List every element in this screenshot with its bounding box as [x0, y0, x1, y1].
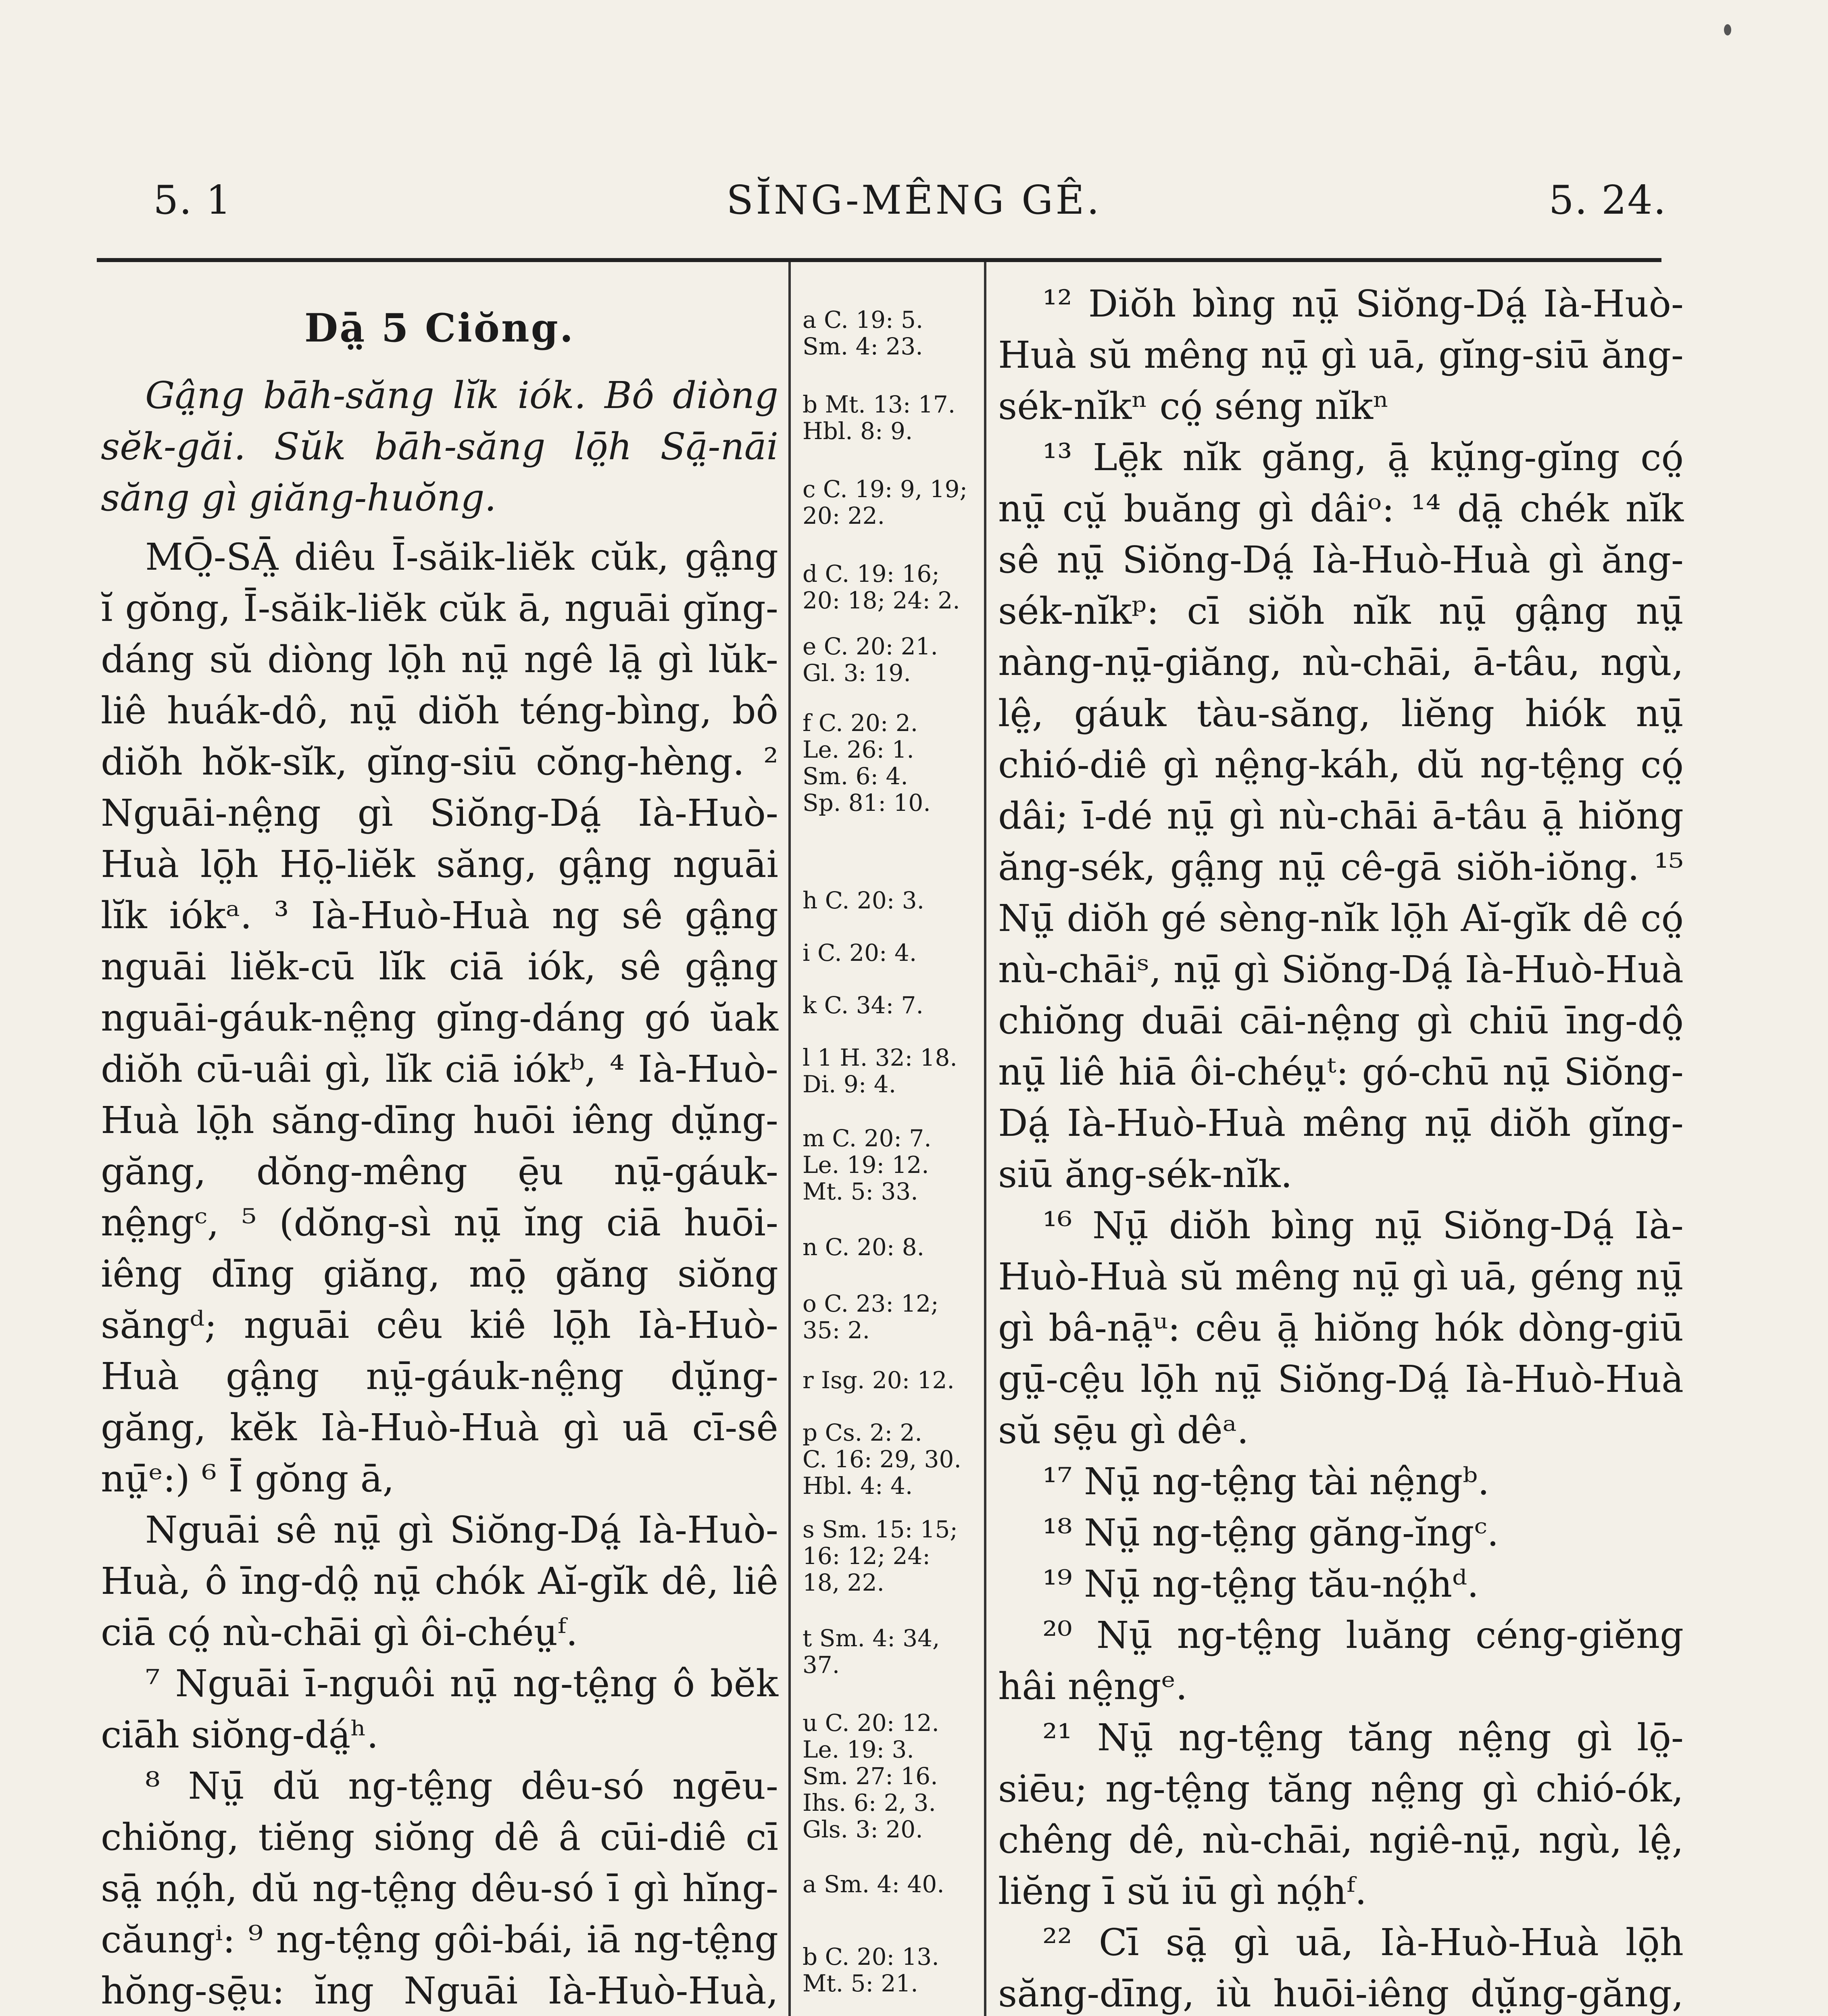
cross-reference: k C. 34: 7.	[802, 991, 923, 1019]
ink-spot	[1724, 24, 1731, 35]
cross-reference: d C. 19: 16; 20: 18; 24: 2.	[802, 560, 960, 614]
header-chapter-right: 5. 24.	[1549, 177, 1667, 223]
cross-reference: b C. 20: 13. Mt. 5: 21.	[802, 1943, 939, 1997]
column-divider-left	[788, 262, 791, 2016]
cross-reference: m C. 20: 7. Le. 19: 12. Mt. 5: 33.	[802, 1125, 932, 1205]
cross-reference: i C. 20: 4.	[802, 939, 917, 966]
cross-reference: n C. 20: 8.	[802, 1233, 925, 1261]
header-title: SĬNG-MÊNG GÊ.	[726, 177, 1102, 223]
cross-reference: s Sm. 15: 15; 16: 12; 24: 18, 22.	[802, 1516, 958, 1596]
chapter-heading: Dā̤ 5 Ciŏng.	[304, 305, 575, 351]
paragraph: ²⁰ Nṳ̄ ng-tê̤ng luăng céng-giĕng hâi nê̤ngᵉ.	[998, 1614, 1684, 1708]
left-column	[101, 278, 778, 2016]
cross-reference: c C. 19: 9, 19; 20: 22.	[802, 475, 968, 529]
paragraph: ²² Cī sā̤ gì uā, Ià-Huò-Huà lō̤h săng-dīng, iù huōi-iêng dṳ̆ng-găng,	[998, 1921, 1684, 2015]
cross-reference: a C. 19: 5. Sm. 4: 23.	[802, 306, 923, 360]
cross-reference: h C. 20: 3.	[802, 887, 925, 914]
cross-reference: o C. 23: 12; 35: 2.	[802, 1290, 939, 1344]
cross-reference: f C. 20: 2. Le. 26: 1. Sm. 6: 4. Sp. 81: 10.	[802, 709, 931, 816]
header-chapter-left: 5. 1	[153, 177, 232, 223]
paragraph: Nguāi sê nṳ̄ gì Siŏng-Dá̤ Ià-Huò-Huà, ô īng-dô̤ nṳ̄ chók Aĭ-gĭk dê, liê ciā có̤ nù-chāi gì ôi-chéṳᶠ.	[101, 1508, 778, 1654]
paragraph: ¹⁶ Nṳ̄ diŏh bìng nṳ̄ Siŏng-Dá̤ Ià-Huò-Huà sŭ mêng nṳ̄ gì uā, géng nṳ̄ gì bâ-nā̤ᵘ: cêu ā̤ hiŏng hók dòng-giū gṳ̄-cê̤u lō̤h nṳ̄ Siŏng-Dá̤ Ià-Huò-Huà sŭ sē̤u gì dêᵃ.	[998, 1204, 1684, 1452]
cross-reference: r Isg. 20: 12.	[802, 1366, 955, 1394]
column-divider-right	[984, 262, 986, 2016]
paragraph: ²¹ Nṳ̄ ng-tê̤ng tăng nê̤ng gì lō̤-siēu; ng-tê̤ng tăng nê̤ng gì chió-ók, chêng dê, nù-chāi, ngiê-nṳ̄, ngù, lê̤, liĕng ī sŭ iū gì nó̤hᶠ.	[998, 1716, 1684, 1913]
paragraph: ¹² Diŏh bìng nṳ̄ Siŏng-Dá̤ Ià-Huò-Huà sŭ mêng nṳ̄ gì uā, gĭng-siū ăng-sék-nĭkⁿ có̤ séng nĭkⁿ	[998, 282, 1684, 428]
cross-reference: p Cs. 2: 2. C. 16: 29, 30. Hbl. 4: 4.	[802, 1419, 961, 1500]
cross-reference: b Mt. 13: 17. Hbl. 8: 9.	[802, 391, 956, 445]
header-rule	[97, 258, 1661, 262]
paragraph: ¹⁷ Nṳ̄ ng-tê̤ng tài nê̤ngᵇ.	[1042, 1460, 1490, 1503]
cross-reference: t Sm. 4: 34, 37.	[802, 1624, 940, 1679]
chapter-summary: Gâ̤ng bāh-săng lĭk iók. Bô diòng sĕk-găi. Sŭk bāh-săng lō̤h Sā̤-nāi săng gì giăng-huŏng.	[101, 374, 778, 519]
paragraph: ⁷ Nguāi ī-nguôi nṳ̄ ng-tê̤ng ô bĕk ciāh siŏng-dá̤ʰ.	[101, 1662, 778, 1756]
right-column	[998, 278, 1684, 2016]
cross-reference: l 1 H. 32: 18. Di. 9: 4.	[802, 1044, 957, 1098]
paragraph: MŌ̤-SĀ̤ diêu Ī-săik-liĕk cŭk, gâ̤ng ĭ gŏng, Ī-săik-liĕk cŭk ā, nguāi gĭng-dáng sŭ diòng lō̤h nṳ̄ ngê lā̤ gì lŭk-liê huák-dô, nṳ̄ diŏh téng-bìng, bô diŏh hŏk-sĭk, gĭng-siū cŏng-hèng. ² Nguāi-nê̤ng gì Siŏng-Dá̤ Ià-Huò-Huà lō̤h Hō̤-liĕk săng, gâ̤ng nguāi lĭk iókᵃ. ³ Ià-Huò-Huà ng sê gâ̤ng nguāi liĕk-cū lĭk ciā iók, sê gâ̤ng nguāi-gáuk-nê̤ng gĭng-dáng gó ŭak diŏh cū-uâi gì, lĭk ciā iókᵇ, ⁴ Ià-Huò-Huà lō̤h săng-dīng huōi iêng dṳ̆ng-găng, dŏng-mêng ē̤u nṳ̄-gáuk-nê̤ngᶜ, ⁵ (dŏng-sì nṳ̄ ĭng ciā huōi-iêng dīng giăng, mō̤ găng siŏng săngᵈ; nguāi cêu kiê lō̤h Ià-Huò-Huà gâ̤ng nṳ̄-gáuk-nê̤ng dṳ̆ng-găng, kĕk Ià-Huò-Huà gì uā cī-sê nṳ̄ᵉ:) ⁶ Ī gŏng ā,	[101, 535, 778, 1500]
paragraph: ¹³ Lē̤k nĭk găng, ā̤ kṳ̆ng-gĭng có̤ nṳ̄ cṳ̆ buăng gì dâiᵒ: ¹⁴ dā̤ chék nĭk sê nṳ̄ Siŏng-Dá̤ Ià-Huò-Huà gì ăng-sék-nĭkᵖ: cī siŏh nĭk nṳ̄ gâ̤ng nṳ̄ nàng-nṳ̄-giăng, nù-chāi, ā-tâu, ngù, lê̤, gáuk tàu-săng, liĕng hiók nṳ̄ chió-diê gì nê̤ng-káh, dŭ ng-tê̤ng có̤ dâi; ī-dé nṳ̄ gì nù-chāi ā-tâu ā̤ hiŏng ăng-sék, gâ̤ng nṳ̄ cê-gā siŏh-iŏng. ¹⁵ Nṳ̄ diŏh gé sèng-nĭk lō̤h Aĭ-gĭk dê có̤ nù-chāiˢ, nṳ̄ gì Siŏng-Dá̤ Ià-Huò-Huà chiŏng duāi cāi-nê̤ng gì chiū īng-dô̤ nṳ̄ liê hiā ôi-chéṳᵗ: gó-chū nṳ̄ Siŏng-Dá̤ Ià-Huò-Huà mêng nṳ̄ diŏh gĭng-siū ăng-sék-nĭk.	[998, 436, 1684, 1196]
paragraph: ¹⁸ Nṳ̄ ng-tê̤ng găng-ĭngᶜ.	[1042, 1511, 1499, 1554]
cross-reference: a Sm. 4: 40.	[802, 1870, 944, 1898]
cross-reference: u C. 20: 12. Le. 19: 3. Sm. 27: 16. Ihs. 6: 2, 3. Gls. 3: 20.	[802, 1709, 939, 1843]
cross-reference: e C. 20: 21. Gl. 3: 19.	[802, 633, 938, 687]
paragraph: ⁸ Nṳ̄ dŭ ng-tê̤ng dêu-só ngēu-chiŏng, tiĕng siŏng dê â cūi-diê cī sā̤ nó̤h, dŭ ng-tê̤ng dêu-só ī gì hĭng-căungⁱ: ⁹ ng-tê̤ng gôi-bái, iā ng-tê̤ng hŏng-sē̤u: ĭng Nguāi Ià-Huò-Huà,	[101, 1764, 778, 2012]
paragraph: ¹⁹ Nṳ̄ ng-tê̤ng tău-nó̤hᵈ.	[1042, 1562, 1479, 1606]
